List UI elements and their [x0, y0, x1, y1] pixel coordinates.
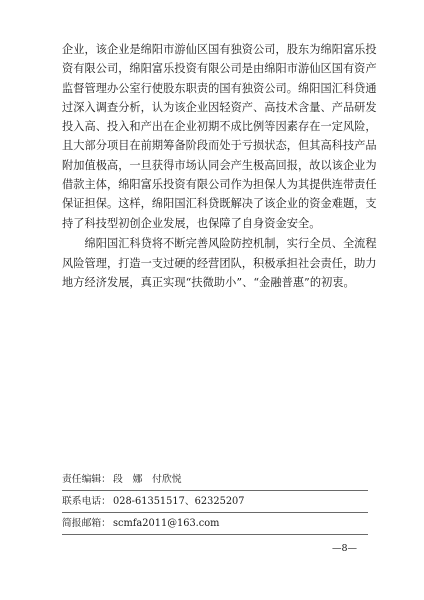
text-line: 持了科技型初创企业发展，也保障了自身资金安全。 — [62, 216, 321, 230]
email-label: 简报邮箱： — [62, 518, 111, 529]
editor-value: 段 娜 付欣悦 — [112, 474, 182, 485]
text-line: 附加值极高，一旦获得市场认同会产生极高回报，故以该企业为 — [62, 158, 377, 172]
text-line: 绵阳国汇科贷将不断完善风险防控机制，实行全员、全流程 — [62, 237, 377, 251]
phone-label: 联系电话： — [62, 496, 111, 507]
editor-row — [62, 469, 368, 491]
text-line: 监督管理办公室行使股东职责的国有独资公司。绵阳国汇科贷通 — [62, 81, 377, 95]
editor-label: 责任编辑： — [62, 474, 111, 485]
text-line: 企业，该企业是绵阳市游仙区国有独资公司，股东为绵阳富乐投 — [62, 43, 377, 56]
text-line: 投入高、投入和产出在企业初期不成比例等因素存在一定风险， — [62, 120, 377, 134]
text-line: 保证担保。这样，绵阳国汇科贷既解决了该企业的资金难题，支 — [62, 197, 377, 211]
paragraph-2 — [62, 234, 377, 292]
phone-row — [62, 491, 368, 513]
text-line: 借款主体，绵阳富乐投资有限公司作为担保人为其提供连带责任 — [62, 178, 377, 192]
footer-info — [62, 469, 368, 535]
text-line: 风险管理，打造一支过硬的经营团队，积极承担社会责任，助力 — [62, 256, 377, 270]
text-line: 资有限公司，绵阳富乐投资有限公司是由绵阳市游仙区国有资产 — [62, 62, 377, 76]
page-number: —8— — [332, 543, 358, 554]
text-line: 地方经济发展，真正实现“扶微助小”、“金融普惠”的初衷。 — [62, 276, 355, 290]
email-value[interactable]: scmfa2011@163.com — [112, 518, 220, 529]
text-line: 过深入调查分析，认为该企业因轻资产、高技术含量、产品研发 — [62, 100, 377, 114]
body-text — [62, 40, 377, 292]
text-line: 且大部分项目在前期筹备阶段而处于亏损状态，但其高科技产品 — [62, 139, 377, 153]
paragraph-1 — [62, 40, 377, 233]
email-row — [62, 513, 368, 535]
phone-value: 028-61351517、62325207 — [112, 496, 245, 507]
